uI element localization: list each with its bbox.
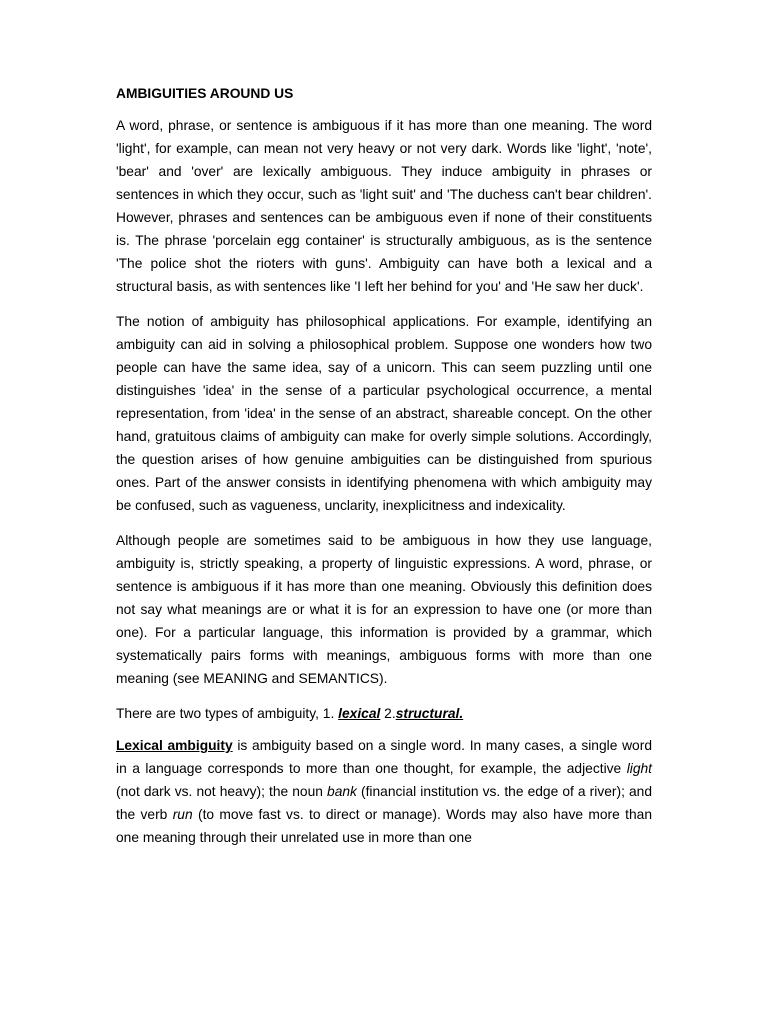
type-structural: structural. (395, 706, 464, 721)
lexical-text-4: (to move fast vs. to direct or manage). Words may also have more than one meaning through their unrelated use in more than one (116, 807, 652, 845)
type-lexical: lexical (338, 706, 381, 721)
types-prefix: There are two types of ambiguity, 1. (116, 706, 339, 721)
example-light: light (626, 761, 652, 776)
lexical-ambiguity-paragraph (116, 734, 652, 849)
paragraph-1: A word, phrase, or sentence is ambiguous if it has more than one meaning. The word 'light', for example, can mean not very heavy or not very dark. Words like 'light', 'note', 'bear' and 'over' are lexically ambiguous. They induce ambiguity in phrases or sentences in which they occur, such as 'light suit' and 'The duchess can't bear children'. However, phrases and sentences can be ambiguous even if none of their constituents is. The phrase 'porcelain egg container' is structurally ambiguous, as is the sentence 'The police shot the rioters with guns'. Ambiguity can have both a lexical and a structural basis, as with sentences like 'I left her behind for you' and 'He saw her duck'. (116, 118, 652, 294)
types-separator: 2. (380, 706, 396, 721)
lexical-ambiguity-term: Lexical ambiguity (116, 738, 233, 753)
lexical-text-3: (financial institution vs. the edge of a river); and the verb (116, 784, 652, 822)
paragraph-3: Although people are sometimes said to be ambiguous in how they use language, ambiguity is, strictly speaking, a property of linguistic expressions. A word, phrase, or sentence is ambiguous if it has more than one meaning. Obviously this definition does not say what meanings are or what it is for an expression to have one (or more than one). For a particular language, this information is provided by a grammar, which systematically pairs forms with meanings, ambiguous forms with more than one meaning (see MEANING and SEMANTICS). (116, 533, 652, 686)
example-run: run (172, 807, 193, 822)
paragraph-2: The notion of ambiguity has philosophical applications. For example, identifying an ambiguity can aid in solving a philosophical problem. Suppose one wonders how two people can have the same idea, say of a unicorn. This can seem puzzling until one distinguishes 'idea' in the sense of a particular psychological occurrence, a mental representation, from 'idea' in the sense of an abstract, shareable concept. On the other hand, gratuitous claims of ambiguity can make for overly simple solutions. Accordingly, the question arises of how genuine ambiguities can be distinguished from spurious ones. Part of the answer consists in identifying phenomena with which ambiguity may be confused, such as vagueness, unclarity, inexplicitness and indexicality. (116, 314, 652, 513)
ambiguity-types-line (116, 702, 652, 725)
document-title: AMBIGUITIES AROUND US (116, 86, 294, 101)
lexical-text-1: is ambiguity based on a single word. In many cases, a single word in a language corresponds to more than one thought, for example, the adjective (116, 738, 652, 776)
lexical-text-2: (not dark vs. not heavy); the noun (116, 784, 328, 799)
example-bank: bank (327, 784, 357, 799)
